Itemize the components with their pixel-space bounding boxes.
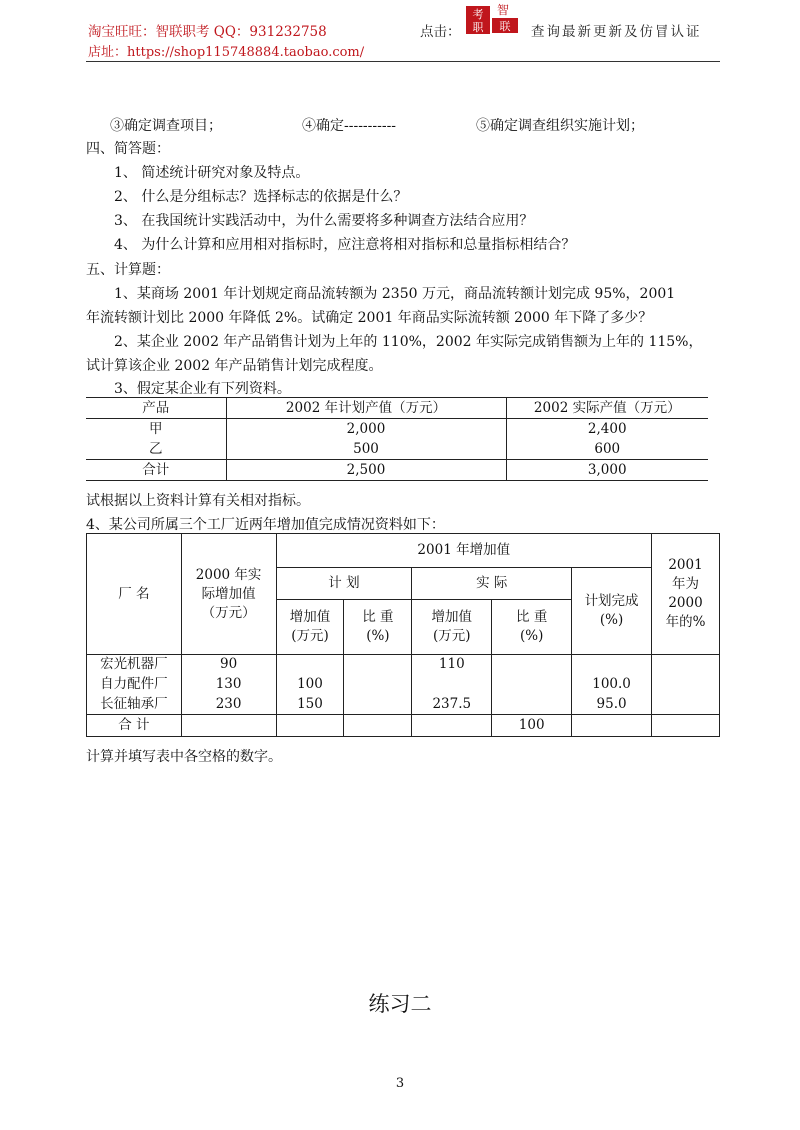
- table-total-row: [86, 460, 708, 481]
- exercise-title: 练习二: [368, 992, 432, 1016]
- t2-cell: [344, 695, 412, 715]
- items-line-4: ④确定-----------: [302, 118, 397, 134]
- t2-header-ratio-text: 2001年为2000年的%: [665, 557, 706, 630]
- section-4-q3: 3、 在我国统计实践活动中，为什么需要将多种调查方法结合应用？: [114, 213, 534, 229]
- t1-cell: 2,000: [226, 419, 506, 440]
- t2-header-plan: 计 划: [276, 568, 412, 600]
- t2-cell: 110: [412, 655, 492, 675]
- svg-text:考: 考: [472, 8, 484, 21]
- header-shop-info: 淘宝旺旺：智联职考 QQ：931232758: [88, 24, 327, 40]
- t1-header-plan: 2002 年计划产值（万元）: [226, 398, 506, 419]
- t2-cell: 100: [492, 715, 572, 737]
- t2-header-completion: [572, 568, 652, 655]
- section-5-title: 五、计算题：: [86, 262, 170, 278]
- t2-cell: 230: [181, 695, 276, 715]
- t2-cell: [651, 695, 719, 715]
- table-row: [86, 439, 708, 460]
- t2-cell: [344, 715, 412, 737]
- t2-cell: [412, 675, 492, 695]
- zhilian-logo[interactable]: [465, 1, 521, 35]
- items-line-3: ③确定调查项目；: [110, 118, 222, 134]
- section-5-q2-line1: 2、某企业 2002 年产品销售计划为上年的 110%，2002 年实际完成销售额为上年的 115%，: [114, 334, 703, 350]
- t1-cell: 3,000: [506, 460, 708, 481]
- section-4-q1: 1、 简述统计研究对象及特点。: [114, 165, 310, 181]
- section-5-q1-line2: 年流转额计划比 2000 年降低 2%。试确定 2001 年商品实际流转额 2000 年下降了多少？: [86, 310, 653, 326]
- t1-header-product: 产品: [86, 398, 226, 419]
- t2-header-plan-value: [276, 600, 344, 655]
- t2-header-completion-text: 计划完成(%): [584, 593, 639, 628]
- section-5-q2-line2: 试计算该企业 2002 年产品销售计划完成程度。: [86, 358, 383, 374]
- t2-cell: [276, 715, 344, 737]
- t2-header-plan-weight: [344, 600, 412, 655]
- t1-cell: 2,500: [226, 460, 506, 481]
- header-click-label: 点击：: [420, 24, 461, 40]
- section-5-q4: 4、某公司所属三个工厂近两年增加值完成情况资料如下：: [86, 517, 445, 533]
- t2-cell: [651, 655, 719, 675]
- t1-cell: 2,400: [587, 421, 627, 437]
- t2-header-2000-text: 2000 年实际增加值（万元）: [195, 566, 262, 621]
- table-row: [86, 419, 708, 440]
- header-shop-url[interactable]: 店址：https://shop115748884.taobao.com/: [88, 45, 365, 60]
- t2-cell: [412, 715, 492, 737]
- t2-header-plan-weight-text: 比 重(%): [362, 609, 394, 644]
- svg-text:职: 职: [472, 21, 484, 34]
- production-table: [86, 397, 708, 481]
- t2-cell: [276, 655, 344, 675]
- t1-header-actual: 2002 实际产值（万元）: [506, 398, 708, 419]
- t1-cell: 600: [594, 441, 621, 457]
- t2-cell: [492, 695, 572, 715]
- t2-cell: 130: [181, 675, 276, 695]
- t2-cell: [344, 675, 412, 695]
- section-5-q1-line1: 1、某商场 2001 年计划规定商品流转额为 2350 万元，商品流转额计划完成 95%，2001: [114, 286, 676, 302]
- factory-value-table: [86, 533, 720, 737]
- t2-header-actual: 实 际: [412, 568, 572, 600]
- t2-cell: 100.0: [572, 675, 652, 695]
- after-table2-text: 计算并填写表中各空格的数字。: [86, 749, 282, 765]
- t2-header-2001: 2001 年增加值: [276, 534, 651, 568]
- section-4-q4: 4、 为什么计算和应用相对指标时，应注意将相对指标和总量指标相结合？: [114, 237, 576, 253]
- t2-cell: 95.0: [572, 695, 652, 715]
- t1-cell: 500: [226, 439, 506, 460]
- t1-cell: 合计: [86, 460, 226, 481]
- t2-cell: [572, 715, 652, 737]
- t2-header-actual-weight-text: 比 重(%): [516, 609, 548, 644]
- header-query-link[interactable]: 查询最新更新及仿冒认证: [531, 24, 702, 40]
- t2-header-plan-value-text: 增加值(万元): [289, 609, 331, 644]
- table-row: [87, 675, 720, 695]
- after-table1-text: 试根据以上资料计算有关相对指标。: [86, 493, 310, 509]
- t2-cell: [572, 655, 652, 675]
- t2-cell: [651, 675, 719, 695]
- t2-cell: [492, 675, 572, 695]
- t2-header-actual-weight: [492, 600, 572, 655]
- t2-header-ratio: [651, 534, 719, 655]
- t2-cell: 自力配件厂: [87, 675, 182, 695]
- header-divider: [86, 61, 720, 62]
- t2-cell: 宏光机器厂: [87, 655, 182, 675]
- page-number: 3: [395, 1076, 405, 1091]
- svg-text:智: 智: [496, 3, 510, 17]
- t2-cell: 150: [276, 695, 344, 715]
- t2-header-2000: [181, 534, 276, 655]
- t2-header-factory: 厂 名: [87, 534, 182, 655]
- t2-header-actual-value: [412, 600, 492, 655]
- t2-cell: [492, 655, 572, 675]
- t2-cell: 长征轴承厂: [87, 695, 182, 715]
- table-total-row: [87, 715, 720, 737]
- items-line-5: ⑤确定调查组织实施计划；: [476, 118, 644, 134]
- section-5-q3: 3、假定某企业有下列资料。: [114, 381, 291, 397]
- t2-header-actual-value-text: 增加值(万元): [431, 609, 473, 644]
- t2-cell: 90: [181, 655, 276, 675]
- t2-cell: [651, 715, 719, 737]
- t2-cell: [344, 655, 412, 675]
- section-4-title: 四、简答题：: [86, 141, 170, 157]
- table-row: [87, 695, 720, 715]
- t2-cell: 237.5: [412, 695, 492, 715]
- t1-cell: 甲: [86, 419, 226, 440]
- t1-cell: 乙: [86, 439, 226, 460]
- table-row: [87, 655, 720, 675]
- t2-cell: [181, 715, 276, 737]
- svg-text:联: 联: [499, 20, 511, 33]
- t2-cell: 100: [276, 675, 344, 695]
- t2-cell: 合 计: [87, 715, 182, 737]
- section-4-q2: 2、 什么是分组标志？选择标志的依据是什么？: [114, 189, 408, 205]
